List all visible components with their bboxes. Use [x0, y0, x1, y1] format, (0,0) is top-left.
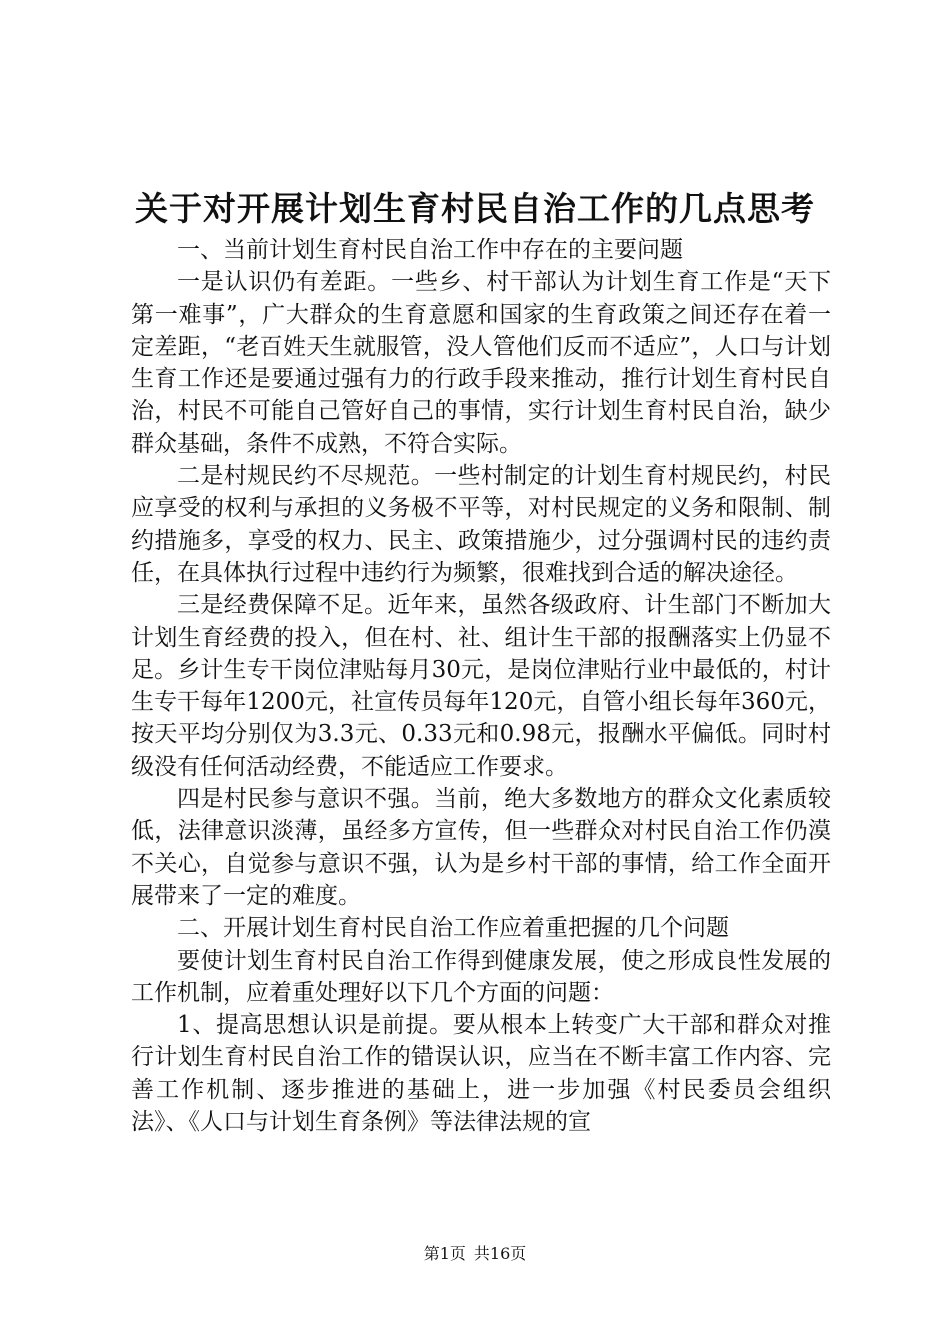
document-body: [131, 234, 831, 1138]
paragraph-awareness: 一是认识仍有差距。一些乡、村干部认为计划生育工作是“天下第一难事”，广大群众的生育意愿和国家的生育政策之间还存在着一定差距，“老百姓天生就服管，没人管他们反而不适应”，人口与计划生育工作还是要通过强有力的行政手段来推动，推行计划生育村民自治，村民不可能自己管好自己的事情，实行计划生育村民自治，缺少群众基础，条件不成熟，不符合实际。: [131, 269, 831, 457]
paragraph-funding: 三是经费保障不足。近年来，虽然各级政府、计生部门不断加大计划生育经费的投入，但在村、社、组计生干部的报酬落实上仍显不足。乡计生专干岗位津贴每月30元，是岗位津贴行业中最低的，村计生专干每年1200元，社宣传员每年120元，自管小组长每年360元，按天平均分别仅为3.3元、0.33元和0.98元，报酬水平偏低。同时村级没有任何活动经费，不能适应工作要求。: [131, 592, 831, 780]
paragraph-participation: 四是村民参与意识不强。当前，绝大多数地方的群众文化素质较低，法律意识淡薄，虽经多方宣传，但一些群众对村民自治工作仍漠不关心，自觉参与意识不强，认为是乡村干部的事情，给工作全面开展带来了一定的难度。: [131, 786, 831, 909]
page-footer: [0, 1243, 950, 1265]
paragraph-village-rules: 二是村规民约不尽规范。一些村制定的计划生育村规民约，村民应享受的权利与承担的义务极不平等，对村民规定的义务和限制、制约措施多，享受的权力、民主、政策措施少，过分强调村民的违约责任，在具体执行过程中违约行为频繁，很难找到合适的解决途径。: [131, 463, 831, 586]
section-heading-1: 一、当前计划生育村民自治工作中存在的主要问题: [177, 237, 683, 263]
page-number: 第1页: [423, 1244, 466, 1263]
document-title: 关于对开展计划生育村民自治工作的几点思考: [135, 189, 815, 228]
paragraph-intro: 要使计划生育村民自治工作得到健康发展，使之形成良性发展的工作机制，应着重处理好以下几个方面的问题：: [131, 947, 831, 1006]
section-heading-2: 二、开展计划生育村民自治工作应着重把握的几个问题: [177, 915, 729, 942]
paragraph-point-1: 1、提高思想认识是前提。要从根本上转变广大干部和群众对推行计划生育村民自治工作的错误认识，应当在不断丰富工作内容、完善工作机制、逐步推进的基础上，进一步加强《村民委员会组织法》、《人口与计划生育条例》等法律法规的宣: [131, 1012, 831, 1136]
page-total: 共16页: [473, 1244, 527, 1263]
